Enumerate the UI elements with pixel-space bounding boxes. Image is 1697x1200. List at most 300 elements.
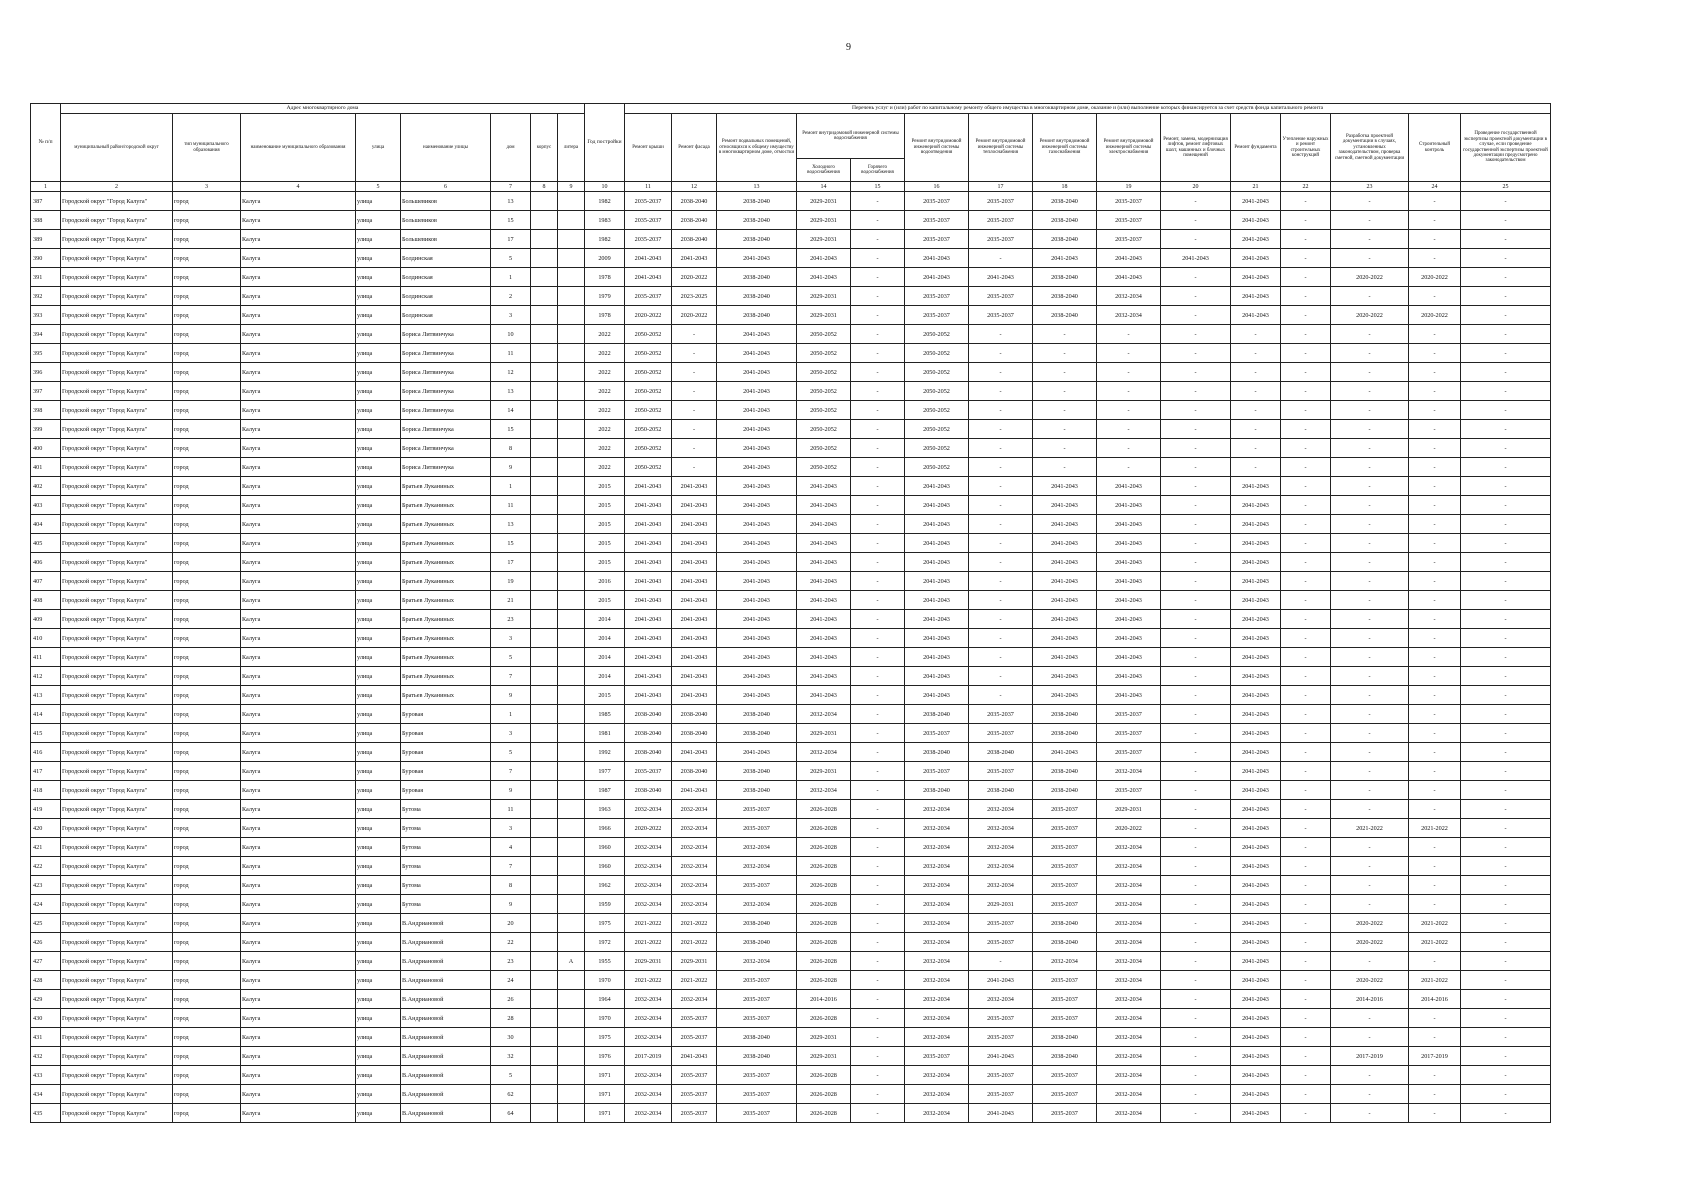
cell-design: - (1331, 591, 1409, 610)
table-row (31, 591, 1551, 610)
cell-korpus (531, 819, 558, 838)
cell-electric: 2041-2043 (1097, 648, 1161, 667)
cell-reinforce: - (1281, 230, 1331, 249)
cell-mo-type: город (173, 344, 241, 363)
cell-district: Городской округ "Город Калуга" (61, 876, 173, 895)
cell-control: - (1409, 401, 1461, 420)
cell-street-name: Буровая (401, 724, 491, 743)
cell-control: - (1409, 591, 1461, 610)
cell-litera (558, 553, 585, 572)
cell-control: - (1409, 667, 1461, 686)
cell-korpus (531, 268, 558, 287)
table-row (31, 743, 1551, 762)
cell-facade: 2021-2022 (672, 914, 717, 933)
cell-mo-name: Калуга (241, 1009, 356, 1028)
cell-korpus (531, 1066, 558, 1085)
cell-electric: 2032-2034 (1097, 990, 1161, 1009)
cell-electric: 2032-2034 (1097, 287, 1161, 306)
cell-hot-water: - (851, 819, 905, 838)
cell-year: 2022 (585, 325, 625, 344)
cell-design: - (1331, 667, 1409, 686)
cell-elevator: - (1161, 857, 1231, 876)
cell-litera (558, 534, 585, 553)
cell-foundation: 2041-2043 (1231, 287, 1281, 306)
cell-house: 21 (491, 591, 531, 610)
cell-expertise: - (1461, 1028, 1551, 1047)
cell-reinforce: - (1281, 515, 1331, 534)
cell-hot-water: - (851, 838, 905, 857)
cell-hot-water: - (851, 420, 905, 439)
cell-expertise: - (1461, 1104, 1551, 1123)
cell-korpus (531, 515, 558, 534)
cell-elevator: - (1161, 515, 1231, 534)
cell-mo-type: город (173, 724, 241, 743)
cell-street-name: Братьев Луканиных (401, 496, 491, 515)
cell-control: - (1409, 420, 1461, 439)
cell-row-num: 401 (31, 458, 61, 477)
cell-elevator: - (1161, 1009, 1231, 1028)
column-number: 2 (61, 182, 173, 192)
cell-roof: 2041-2043 (625, 648, 672, 667)
cell-basement: 2041-2043 (717, 496, 797, 515)
cell-district: Городской округ "Город Калуга" (61, 363, 173, 382)
cell-litera (558, 211, 585, 230)
cell-roof: 2050-2052 (625, 401, 672, 420)
cell-basement: 2038-2040 (717, 705, 797, 724)
cell-gas: 2035-2037 (1033, 800, 1097, 819)
cell-mo-name: Калуга (241, 344, 356, 363)
cell-electric: 2032-2034 (1097, 1047, 1161, 1066)
cell-basement: 2038-2040 (717, 914, 797, 933)
cell-mo-type: город (173, 914, 241, 933)
header-control: Строительный контроль (1409, 114, 1461, 182)
cell-row-num: 435 (31, 1104, 61, 1123)
cell-cold-water: 2032-2034 (797, 743, 851, 762)
cell-basement: 2041-2043 (717, 610, 797, 629)
cell-korpus (531, 458, 558, 477)
cell-house: 11 (491, 496, 531, 515)
cell-district: Городской округ "Город Калуга" (61, 211, 173, 230)
cell-street-type: улица (356, 534, 401, 553)
cell-district: Городской округ "Город Калуга" (61, 762, 173, 781)
cell-cold-water: 2050-2052 (797, 439, 851, 458)
cell-district: Городской округ "Город Калуга" (61, 268, 173, 287)
cell-foundation: - (1231, 401, 1281, 420)
header-hot-water: Горячего водоснабжения (851, 159, 905, 182)
cell-hot-water: - (851, 1104, 905, 1123)
cell-mo-name: Калуга (241, 420, 356, 439)
cell-street-name: Братьев Луканиных (401, 667, 491, 686)
cell-electric: - (1097, 458, 1161, 477)
cell-korpus (531, 1104, 558, 1123)
cell-row-num: 431 (31, 1028, 61, 1047)
cell-facade: 2035-2037 (672, 1104, 717, 1123)
cell-street-name: Буровая (401, 705, 491, 724)
cell-district: Городской округ "Город Калуга" (61, 572, 173, 591)
cell-street-type: улица (356, 990, 401, 1009)
cell-row-num: 420 (31, 819, 61, 838)
cell-control: - (1409, 344, 1461, 363)
cell-design: - (1331, 724, 1409, 743)
header-house: дом (491, 114, 531, 182)
cell-mo-type: город (173, 591, 241, 610)
table-row (31, 306, 1551, 325)
cell-mo-name: Калуга (241, 629, 356, 648)
cell-elevator: - (1161, 192, 1231, 211)
cell-mo-type: город (173, 1066, 241, 1085)
column-number: 17 (969, 182, 1033, 192)
cell-electric: 2032-2034 (1097, 933, 1161, 952)
cell-street-name: Бутома (401, 838, 491, 857)
cell-foundation: 2041-2043 (1231, 914, 1281, 933)
cell-expertise: - (1461, 838, 1551, 857)
cell-row-num: 418 (31, 781, 61, 800)
cell-facade: 2041-2043 (672, 553, 717, 572)
cell-control: 2014-2016 (1409, 990, 1461, 1009)
cell-hot-water: - (851, 1009, 905, 1028)
cell-year: 1981 (585, 724, 625, 743)
column-number: 20 (1161, 182, 1231, 192)
table-row (31, 838, 1551, 857)
cell-facade: 2035-2037 (672, 1066, 717, 1085)
column-number-row (31, 182, 1551, 192)
cell-control: - (1409, 724, 1461, 743)
cell-mo-name: Калуга (241, 1085, 356, 1104)
cell-street-name: Большевиков (401, 211, 491, 230)
cell-facade: - (672, 344, 717, 363)
cell-korpus (531, 496, 558, 515)
cell-house: 3 (491, 819, 531, 838)
cell-basement: 2038-2040 (717, 268, 797, 287)
cell-elevator: - (1161, 933, 1231, 952)
cell-control: 2017-2019 (1409, 1047, 1461, 1066)
cell-litera (558, 1047, 585, 1066)
cell-district: Городской округ "Город Калуга" (61, 553, 173, 572)
cell-street-name: Бутома (401, 800, 491, 819)
header-district: муниципальный район/городской округ (61, 114, 173, 182)
cell-gas: 2035-2037 (1033, 857, 1097, 876)
cell-facade: 2032-2034 (672, 800, 717, 819)
cell-elevator: - (1161, 971, 1231, 990)
cell-reinforce: - (1281, 287, 1331, 306)
cell-reinforce: - (1281, 648, 1331, 667)
cell-korpus (531, 952, 558, 971)
cell-house: 4 (491, 838, 531, 857)
cell-mo-type: город (173, 857, 241, 876)
cell-row-num: 413 (31, 686, 61, 705)
table-row (31, 1009, 1551, 1028)
cell-elevator: - (1161, 534, 1231, 553)
cell-foundation: 2041-2043 (1231, 857, 1281, 876)
cell-elevator: - (1161, 667, 1231, 686)
cell-heat: 2032-2034 (969, 990, 1033, 1009)
cell-hot-water: - (851, 591, 905, 610)
cell-expertise: - (1461, 306, 1551, 325)
cell-reinforce: - (1281, 762, 1331, 781)
cell-heat: 2032-2034 (969, 800, 1033, 819)
cell-reinforce: - (1281, 971, 1331, 990)
cell-facade: 2020-2022 (672, 306, 717, 325)
cell-heat: - (969, 648, 1033, 667)
cell-foundation: 2041-2043 (1231, 249, 1281, 268)
table-row (31, 458, 1551, 477)
cell-cold-water: 2041-2043 (797, 496, 851, 515)
table-row (31, 667, 1551, 686)
cell-design: - (1331, 629, 1409, 648)
cell-mo-type: город (173, 781, 241, 800)
cell-street-type: улица (356, 1085, 401, 1104)
cell-year: 2016 (585, 572, 625, 591)
cell-gas: 2041-2043 (1033, 515, 1097, 534)
cell-street-name: Большевиков (401, 192, 491, 211)
cell-korpus (531, 857, 558, 876)
cell-expertise: - (1461, 515, 1551, 534)
cell-mo-type: город (173, 667, 241, 686)
header-sewer: Ремонт внутридомовой инженерной системы водоотведения (905, 114, 969, 182)
table-row (31, 249, 1551, 268)
table-row (31, 515, 1551, 534)
cell-sewer: 2035-2037 (905, 287, 969, 306)
cell-reinforce: - (1281, 591, 1331, 610)
cell-design: - (1331, 553, 1409, 572)
cell-street-type: улица (356, 610, 401, 629)
cell-facade: 2041-2043 (672, 629, 717, 648)
cell-mo-name: Калуга (241, 648, 356, 667)
cell-roof: 2032-2034 (625, 1066, 672, 1085)
cell-sewer: 2032-2034 (905, 914, 969, 933)
cell-facade: 2035-2037 (672, 1009, 717, 1028)
cell-sewer: 2041-2043 (905, 268, 969, 287)
cell-facade: 2032-2034 (672, 990, 717, 1009)
cell-sewer: 2032-2034 (905, 990, 969, 1009)
cell-heat: - (969, 534, 1033, 553)
header-num: № п/п (31, 104, 61, 182)
cell-street-name: Бориса Литвинчука (401, 401, 491, 420)
cell-design: - (1331, 363, 1409, 382)
cell-litera (558, 363, 585, 382)
table-row (31, 553, 1551, 572)
cell-cold-water: 2026-2028 (797, 838, 851, 857)
cell-district: Городской округ "Город Калуга" (61, 401, 173, 420)
cell-year: 2015 (585, 591, 625, 610)
cell-mo-name: Калуга (241, 401, 356, 420)
cell-reinforce: - (1281, 363, 1331, 382)
cell-reinforce: - (1281, 781, 1331, 800)
cell-basement: 2038-2040 (717, 781, 797, 800)
cell-expertise: - (1461, 914, 1551, 933)
cell-control: - (1409, 287, 1461, 306)
cell-heat: 2041-2043 (969, 1104, 1033, 1123)
cell-basement: 2035-2037 (717, 876, 797, 895)
cell-gas: 2038-2040 (1033, 781, 1097, 800)
cell-design: - (1331, 325, 1409, 344)
cell-row-num: 408 (31, 591, 61, 610)
cell-cold-water: 2041-2043 (797, 553, 851, 572)
cell-electric: 2032-2034 (1097, 1009, 1161, 1028)
cell-hot-water: - (851, 1028, 905, 1047)
cell-year: 1970 (585, 1009, 625, 1028)
cell-row-num: 406 (31, 553, 61, 572)
cell-year: 1971 (585, 1104, 625, 1123)
cell-mo-name: Калуга (241, 1066, 356, 1085)
cell-reinforce: - (1281, 211, 1331, 230)
cell-roof: 2041-2043 (625, 667, 672, 686)
cell-reinforce: - (1281, 952, 1331, 971)
cell-cold-water: 2026-2028 (797, 800, 851, 819)
cell-year: 2014 (585, 667, 625, 686)
cell-basement: 2041-2043 (717, 401, 797, 420)
cell-expertise: - (1461, 249, 1551, 268)
cell-roof: 2041-2043 (625, 534, 672, 553)
cell-district: Городской округ "Город Калуга" (61, 610, 173, 629)
cell-design: - (1331, 857, 1409, 876)
cell-house: 30 (491, 1028, 531, 1047)
cell-control: - (1409, 952, 1461, 971)
cell-expertise: - (1461, 287, 1551, 306)
cell-expertise: - (1461, 743, 1551, 762)
cell-cold-water: 2032-2034 (797, 705, 851, 724)
header-water-group: Ремонт внутридомовой инженерной системы водоснабжения (797, 114, 905, 159)
cell-korpus (531, 553, 558, 572)
cell-district: Городской округ "Город Калуга" (61, 857, 173, 876)
cell-mo-type: город (173, 439, 241, 458)
cell-house: 3 (491, 724, 531, 743)
cell-control: - (1409, 515, 1461, 534)
cell-sewer: 2041-2043 (905, 686, 969, 705)
cell-facade: - (672, 420, 717, 439)
cell-facade: 2038-2040 (672, 724, 717, 743)
cell-row-num: 389 (31, 230, 61, 249)
cell-sewer: 2032-2034 (905, 1085, 969, 1104)
cell-house: 2 (491, 287, 531, 306)
cell-foundation: 2041-2043 (1231, 192, 1281, 211)
header-facade: Ремонт фасада (672, 114, 717, 182)
cell-roof: 2050-2052 (625, 344, 672, 363)
cell-elevator: - (1161, 838, 1231, 857)
cell-reinforce: - (1281, 914, 1331, 933)
cell-korpus (531, 838, 558, 857)
cell-house: 3 (491, 306, 531, 325)
cell-elevator: - (1161, 306, 1231, 325)
cell-mo-type: город (173, 363, 241, 382)
cell-facade: 2041-2043 (672, 591, 717, 610)
cell-house: 7 (491, 762, 531, 781)
cell-roof: 2050-2052 (625, 363, 672, 382)
cell-street-type: улица (356, 211, 401, 230)
cell-reinforce: - (1281, 1104, 1331, 1123)
cell-cold-water: 2050-2052 (797, 363, 851, 382)
cell-elevator: - (1161, 477, 1231, 496)
cell-electric: 2041-2043 (1097, 515, 1161, 534)
cell-basement: 2035-2037 (717, 1085, 797, 1104)
cell-reinforce: - (1281, 382, 1331, 401)
cell-gas: 2041-2043 (1033, 553, 1097, 572)
cell-heat: 2035-2037 (969, 230, 1033, 249)
cell-gas: 2035-2037 (1033, 895, 1097, 914)
cell-mo-name: Калуга (241, 686, 356, 705)
cell-foundation: 2041-2043 (1231, 971, 1281, 990)
cell-sewer: 2050-2052 (905, 458, 969, 477)
cell-heat: 2032-2034 (969, 819, 1033, 838)
cell-cold-water: 2041-2043 (797, 477, 851, 496)
cell-elevator: - (1161, 1028, 1231, 1047)
cell-district: Городской округ "Город Калуга" (61, 1047, 173, 1066)
cell-street-type: улица (356, 1066, 401, 1085)
cell-litera (558, 895, 585, 914)
cell-row-num: 407 (31, 572, 61, 591)
cell-street-name: Буровая (401, 743, 491, 762)
cell-litera (558, 344, 585, 363)
cell-heat: - (969, 363, 1033, 382)
cell-sewer: 2038-2040 (905, 705, 969, 724)
capital-repair-table (30, 103, 1551, 1123)
table-row (31, 1028, 1551, 1047)
cell-electric: 2035-2037 (1097, 211, 1161, 230)
cell-basement: 2041-2043 (717, 439, 797, 458)
cell-hot-water: - (851, 743, 905, 762)
cell-hot-water: - (851, 515, 905, 534)
cell-gas: 2038-2040 (1033, 933, 1097, 952)
cell-cold-water: 2029-2031 (797, 192, 851, 211)
cell-basement: 2041-2043 (717, 344, 797, 363)
cell-facade: 2041-2043 (672, 781, 717, 800)
cell-house: 20 (491, 914, 531, 933)
cell-heat: 2038-2040 (969, 743, 1033, 762)
cell-reinforce: - (1281, 344, 1331, 363)
cell-district: Городской округ "Город Калуга" (61, 914, 173, 933)
cell-facade: 2041-2043 (672, 477, 717, 496)
cell-expertise: - (1461, 1085, 1551, 1104)
cell-sewer: 2035-2037 (905, 192, 969, 211)
cell-roof: 2035-2037 (625, 287, 672, 306)
cell-cold-water: 2026-2028 (797, 895, 851, 914)
cell-elevator: - (1161, 819, 1231, 838)
cell-elevator: - (1161, 610, 1231, 629)
cell-mo-type: город (173, 762, 241, 781)
cell-control: - (1409, 477, 1461, 496)
cell-reinforce: - (1281, 838, 1331, 857)
cell-house: 23 (491, 952, 531, 971)
cell-mo-type: город (173, 211, 241, 230)
cell-cold-water: 2041-2043 (797, 629, 851, 648)
cell-street-name: Буровая (401, 762, 491, 781)
cell-facade: 2032-2034 (672, 838, 717, 857)
cell-street-type: улица (356, 971, 401, 990)
cell-korpus (531, 876, 558, 895)
cell-row-num: 430 (31, 1009, 61, 1028)
cell-mo-type: город (173, 952, 241, 971)
cell-roof: 2041-2043 (625, 553, 672, 572)
cell-hot-water: - (851, 534, 905, 553)
cell-gas: 2035-2037 (1033, 819, 1097, 838)
cell-gas: 2035-2037 (1033, 1085, 1097, 1104)
cell-mo-name: Калуга (241, 268, 356, 287)
cell-house: 28 (491, 1009, 531, 1028)
cell-sewer: 2035-2037 (905, 230, 969, 249)
cell-mo-name: Калуга (241, 572, 356, 591)
cell-mo-type: город (173, 192, 241, 211)
cell-street-name: В.Андриановой (401, 933, 491, 952)
cell-expertise: - (1461, 705, 1551, 724)
cell-elevator: - (1161, 344, 1231, 363)
cell-facade: 2038-2040 (672, 230, 717, 249)
cell-korpus (531, 914, 558, 933)
cell-gas: 2035-2037 (1033, 838, 1097, 857)
cell-design: - (1331, 534, 1409, 553)
cell-basement: 2041-2043 (717, 249, 797, 268)
cell-sewer: 2035-2037 (905, 1047, 969, 1066)
cell-mo-name: Калуга (241, 667, 356, 686)
